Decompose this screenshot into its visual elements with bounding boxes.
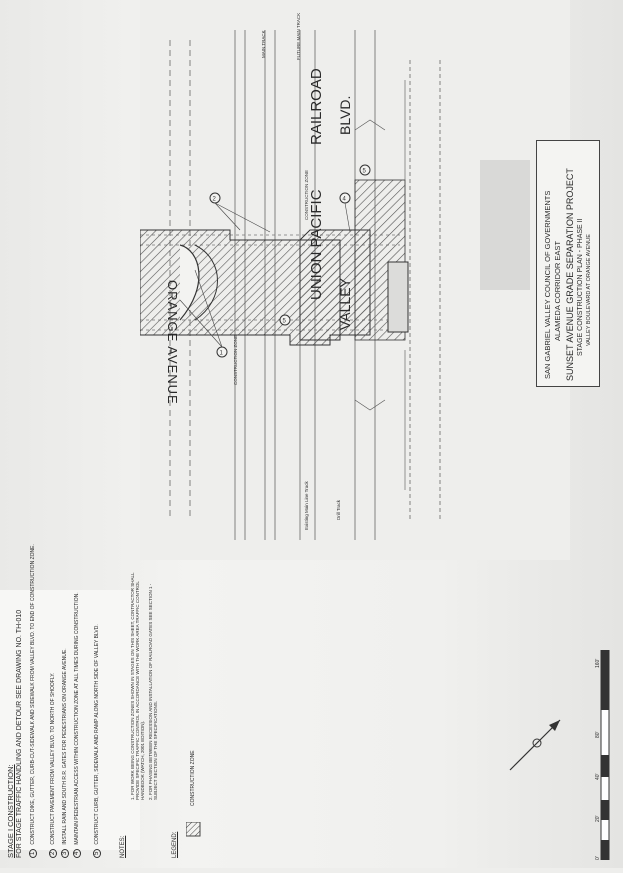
bridge-pier bbox=[388, 262, 408, 332]
orange-avenue-label: ORANGE AVENUE bbox=[165, 280, 180, 405]
scale-label-0: 0' bbox=[595, 856, 601, 860]
note-number: 1 bbox=[29, 849, 37, 858]
note-number: 3 bbox=[61, 849, 69, 858]
scale-label-160: 160' bbox=[595, 658, 601, 668]
north-arrow-icon bbox=[505, 715, 565, 775]
legend-label: CONSTRUCTION ZONE bbox=[190, 750, 196, 806]
notes-title: STAGE I CONSTRUCTION: bbox=[6, 764, 15, 858]
main-track-label: MAIN TRACK bbox=[261, 30, 266, 58]
title-line-plan: STAGE CONSTRUCTION PLAN - PHASE II bbox=[577, 218, 584, 356]
scale-bar bbox=[597, 650, 617, 860]
svg-text:1: 1 bbox=[219, 350, 223, 357]
legend-heading: LEGEND: bbox=[172, 831, 178, 858]
scale-label-40: 40' bbox=[595, 773, 601, 780]
boulevard-name-label-2: BLVD. bbox=[337, 95, 353, 135]
note-item-1: 1CONSTRUCT DIKE, GUTTER, CURB-CUT-SIDEWALK AND SIDEWALK FROM VALLEY BLVD. TO END OF CONSTRUCTION ZONE. bbox=[30, 544, 36, 858]
scan-shading bbox=[480, 160, 530, 290]
title-line-project: SUNSET AVENUE GRADE SEPARATION PROJECT bbox=[565, 168, 575, 381]
note-item-5: 5CONSTRUCT CURB, GUTTER, SIDEWALK AND RAMP ALONG NORTH SIDE OF VALLEY BLVD. bbox=[94, 624, 100, 858]
scale-bar-graphic bbox=[597, 650, 617, 860]
legend-hatch-swatch bbox=[186, 822, 206, 842]
drill-track-label: Drill Track bbox=[336, 500, 341, 520]
boulevard-name-label-1: VALLEY bbox=[337, 278, 353, 330]
note-item-3: 3INSTALL RAIN AND SOUTH R.R. GATES FOR PEDESTRIANS ON ORANGE AVENUE. bbox=[62, 648, 68, 858]
svg-text:5: 5 bbox=[282, 318, 286, 325]
general-note-1: 1. FOR WORK BEING CONSTRUCTION ZONES SHOWN IN STAGES ON THIS SHEET, CONTRACTOR SHALL PROVIDE SPECIFIC TRAFFIC CONTROL IN ACCORDANCE WITH THE WORK AREA TRAFFIC CONTROL HANDBOOK (WATCH, 2001 EDITION). bbox=[130, 572, 145, 800]
scale-label-20: 20' bbox=[595, 815, 601, 822]
note-number: 5 bbox=[93, 849, 101, 858]
scale-label-80: 80' bbox=[595, 731, 601, 738]
existing-main-line-label: Existing Main Line Track bbox=[304, 481, 309, 530]
construction-notes bbox=[0, 0, 196, 873]
construction-zone-label-2: CONSTRUCTION ZONE bbox=[233, 335, 238, 385]
note-number: 2 bbox=[49, 849, 57, 858]
title-line-corridor: ALAMEDA CORRIDOR EAST bbox=[553, 240, 562, 341]
title-line-council: SAN GABRIEL VALLEY COUNCIL OF GOVERNMENTS bbox=[543, 190, 552, 379]
note-item-4: 4MAINTAIN PEDESTRIAN ACCESS WITHIN CONSTRUCTION ZONE AT ALL TIMES DURING CONSTRUCTION. bbox=[74, 592, 80, 858]
svg-text:4: 4 bbox=[342, 196, 346, 203]
note-number: 4 bbox=[73, 849, 81, 858]
title-block bbox=[536, 140, 600, 387]
note-item-2: 2CONSTRUCT PAVEMENT FROM VALLEY BLVD. TO NORTH OF SHOOFLY. bbox=[50, 673, 56, 858]
svg-text:5: 5 bbox=[362, 168, 366, 175]
general-note-2: 2. FOR PHASING BETWEEN RECESSION AND INSTALLATION OF RAILROAD GATES SEE SECTION 1 - SUBJECT SECTION OF THE SPECIFICATIONS. bbox=[148, 583, 158, 800]
notes-heading: NOTES: bbox=[120, 835, 126, 858]
railroad-name-label-1: UNION PACIFIC bbox=[308, 189, 325, 300]
svg-text:2: 2 bbox=[212, 196, 216, 203]
future-main-track-label: FUTURE MAIN TRACK bbox=[296, 12, 301, 60]
railroad-name-label-2: RAILROAD bbox=[308, 68, 325, 145]
title-line-location: VALLEY BOULEVARD AT ORANGE AVENUE bbox=[586, 234, 592, 346]
notes-subtitle: FOR STAGE TRAFFIC HANDLING AND DETOUR SEE DRAWING NO. TH-010 bbox=[16, 609, 23, 858]
construction-zone-label: CONSTRUCTION ZONE bbox=[304, 170, 309, 220]
